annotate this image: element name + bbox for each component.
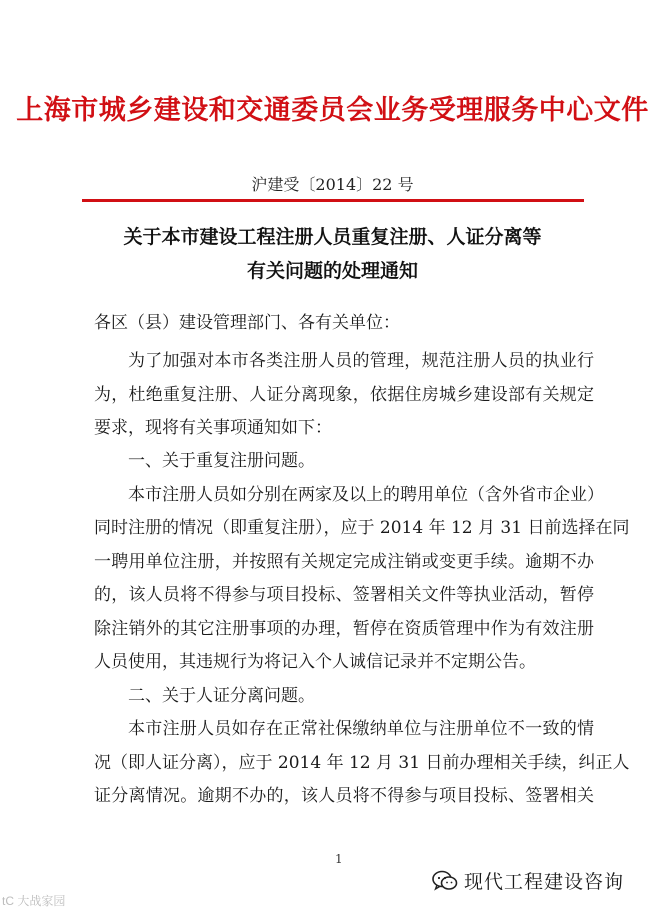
body-line: 要求，现将有关事项通知如下： [94, 418, 332, 438]
notice-title-line-2: 有关问题的处理通知 [246, 260, 418, 282]
body-line: 除注销外的其它注册事项的办理，暂停在资质管理中作为有效注册 [94, 619, 594, 639]
watermark-right-label: 现代工程建设咨询 [464, 871, 625, 893]
body-line: 为了加强对本市各类注册人员的管理，规范注册人员的执业行 [128, 351, 594, 371]
body-line: 为，杜绝重复注册、人证分离现象，依据住房城乡建设部有关规定 [94, 385, 594, 405]
body-line: 的，该人员将不得参与项目投标、签署相关文件等执业活动，暂停 [94, 585, 594, 605]
body-line: 一聘用单位注册，并按照有关规定完成注销或变更手续。逾期不办 [94, 552, 594, 572]
salutation: 各区（县）建设管理部门、各有关单位： [94, 313, 400, 333]
body-line: 本市注册人员如分别在两家及以上的聘用单位（含外省市企业） [128, 485, 604, 505]
wechat-icon [432, 870, 458, 892]
body-line: 本市注册人员如存在正常社保缴纳单位与注册单位不一致的情 [128, 719, 594, 739]
document-number: 沪建受〔2014〕22 号 [251, 175, 414, 194]
section-heading-2: 二、关于人证分离问题。 [128, 686, 315, 706]
body-line: 证分离情况。逾期不办的，该人员将不得参与项目投标、签署相关 [94, 786, 594, 806]
body-line: 人员使用，其违规行为将记入个人诚信记录并不定期公告。 [94, 652, 536, 672]
body-line: 况（即人证分离），应于 2014 年 12 月 31 日前办理相关手续，纠正人 [94, 753, 630, 773]
org-header-title: 上海市城乡建设和交通委员会业务受理服务中心文件 [16, 95, 649, 126]
section-heading-1: 一、关于重复注册问题。 [128, 451, 315, 471]
page-number: 1 [335, 852, 343, 866]
watermark-left: tC 大战家园 [2, 894, 66, 908]
notice-title-line-1: 关于本市建设工程注册人员重复注册、人证分离等 [123, 226, 542, 248]
header-divider [82, 199, 584, 202]
body-line: 同时注册的情况（即重复注册），应于 2014 年 12 月 31 日前选择在同 [94, 518, 630, 538]
wechat-watermark [432, 867, 624, 894]
